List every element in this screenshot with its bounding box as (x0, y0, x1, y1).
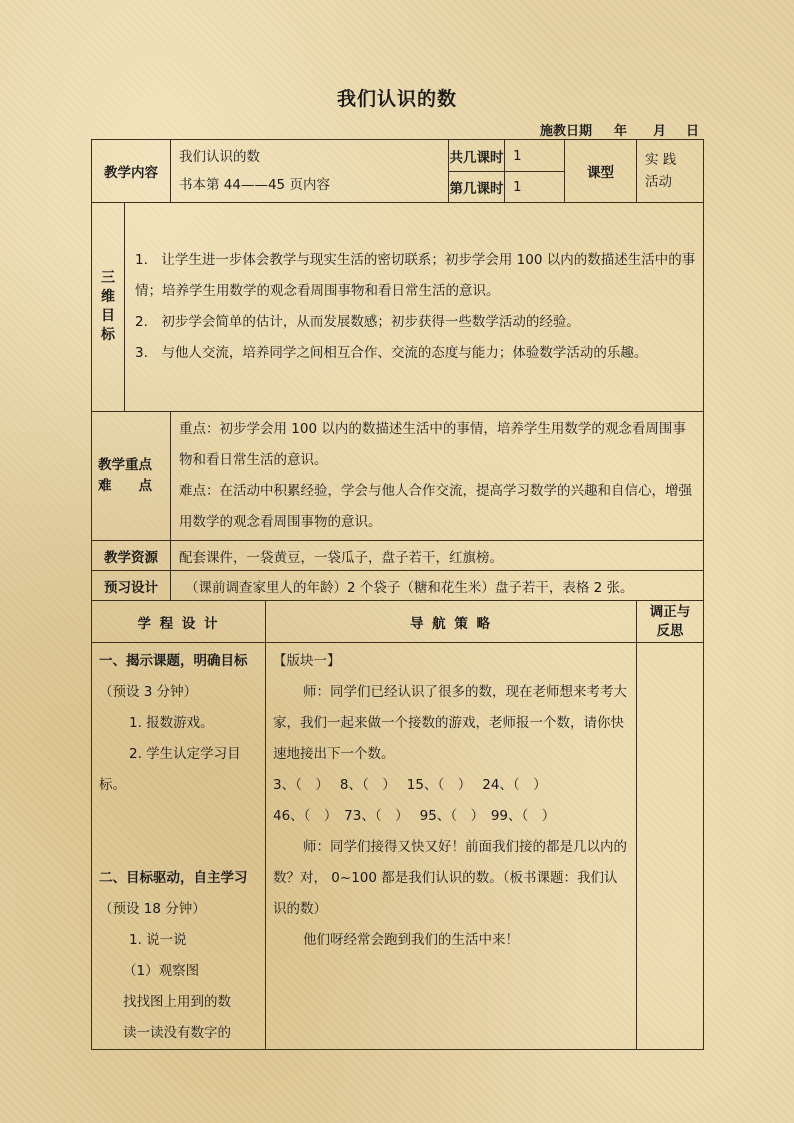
lesson-type-label: 课型 (565, 140, 637, 203)
year-label: 年 (614, 124, 628, 139)
goals-content (125, 203, 704, 412)
key-points-label-line-2: 难 点 (98, 478, 152, 494)
goals-label-char: 标 (101, 327, 115, 343)
preview-value: （课前调查家里人的年龄）2 个袋子（糖和花生米）盘子若干，表格 2 张。 (171, 571, 704, 601)
key-points-label (92, 412, 171, 541)
section-2-time: （预设 18 分钟） (99, 901, 206, 917)
goals-label-char: 三 (101, 270, 115, 286)
page-title: 我们认识的数 (336, 88, 457, 110)
resources-value: 配套课件，一袋黄豆，一袋瓜子，盘子若干，红旗榜。 (171, 541, 704, 571)
process-design-header: 学 程 设 计 (92, 601, 266, 643)
section-1-time: （预设 3 分钟） (99, 684, 198, 700)
total-lessons-value: 1 (505, 140, 565, 172)
strategy-cell (266, 643, 637, 1050)
section-1-item-1: 1. 报数游戏。 (129, 715, 214, 731)
section-2-item-4: 读一读没有数字的 (123, 1025, 231, 1041)
section-2-title: 二、目标驱动，自主学习 (99, 870, 248, 886)
adjust-reflect-header (637, 601, 704, 643)
section-2-item-2: （1）观察图 (123, 963, 200, 979)
lesson-plan-table (91, 139, 704, 1050)
content-line-2: 书本第 44——45 页内容 (179, 177, 330, 193)
day-label: 日 (686, 124, 700, 139)
difficulty-text: 难点：在活动中积累经验，学会与他人合作交流，提高学习数学的兴趣和自信心，增强用数学的观念看周围事物的意识。 (179, 483, 692, 530)
process-design-cell (92, 643, 266, 1050)
content-value (171, 140, 449, 203)
adjust-reflect-cell (637, 643, 704, 1050)
goals-label-char: 目 (101, 308, 115, 324)
key-point-text: 重点：初步学会用 100 以内的数描述生活中的事情，培养学生用数学的观念看周围事物和看日常生活的意识。 (179, 421, 686, 468)
goal-item-2: 2. 初步学会简单的估计，从而发展数感；初步获得一些数学活动的经验。 (135, 314, 580, 330)
number-sequence-1: 3、（ ） 8、（ ） 15、（ ） 24、（ ） (273, 777, 547, 793)
goals-label (92, 203, 125, 412)
strategy-header: 导 航 策 略 (266, 601, 637, 643)
goal-item-3: 3. 与他人交流，培养同学之间相互合作、交流的态度与能力；体验数学活动的乐趣。 (135, 345, 648, 361)
strategy-paragraph-2: 师：同学们接得又快又好！前面我们接的都是几以内的数？对， 0~100 都是我们认识的数。（板书课题：我们认识的数） (273, 839, 627, 917)
lesson-number-label: 第几课时 (449, 172, 505, 203)
adjust-reflect-line-1: 调正与 (649, 603, 691, 620)
key-points-content (171, 412, 704, 541)
strategy-paragraph-1: 师：同学们已经认识了很多的数，现在老师想来考考大家，我们一起来做一个接数的游戏，老师报一个数，请你快速地接出下一个数。 (273, 684, 627, 762)
section-1-title: 一、揭示课题，明确目标 (99, 653, 248, 669)
goal-item-1: 1. 让学生进一步体会教学与现实生活的密切联系；初步学会用 100 以内的数描述生活中的事情；培养学生用数学的观念看周围事物和看日常生活的意识。 (135, 252, 696, 299)
key-points-label-line-1: 教学重点 (98, 457, 152, 473)
teaching-date-line (540, 120, 699, 139)
total-lessons-label: 共几课时 (449, 140, 505, 172)
block-heading: 【版块一】 (273, 653, 341, 669)
lesson-type-value (637, 140, 704, 203)
date-label: 施教日期 (540, 124, 593, 139)
goals-label-char: 维 (101, 289, 115, 305)
lesson-type-line-2: 活动 (645, 174, 673, 190)
content-label: 教学内容 (92, 140, 171, 203)
content-line-1: 我们认识的数 (179, 149, 260, 165)
section-1-item-2: 2. 学生认定学习目标。 (99, 746, 241, 793)
month-label: 月 (653, 124, 667, 139)
lesson-number-value: 1 (505, 172, 565, 203)
number-sequence-2: 46、（ ） 73、（ ） 95、（ ） 99、（ ） (273, 808, 556, 824)
section-2-item-1: 1. 说一说 (129, 932, 187, 948)
lesson-type-line-1: 实 践 (645, 152, 677, 168)
adjust-reflect-line-2: 反思 (656, 622, 684, 639)
resources-label: 教学资源 (92, 541, 171, 571)
preview-label: 预习设计 (92, 571, 171, 601)
section-2-item-3: 找找图上用到的数 (123, 994, 231, 1010)
strategy-paragraph-3: 他们呀经常会跑到我们的生活中来！ (303, 932, 519, 948)
